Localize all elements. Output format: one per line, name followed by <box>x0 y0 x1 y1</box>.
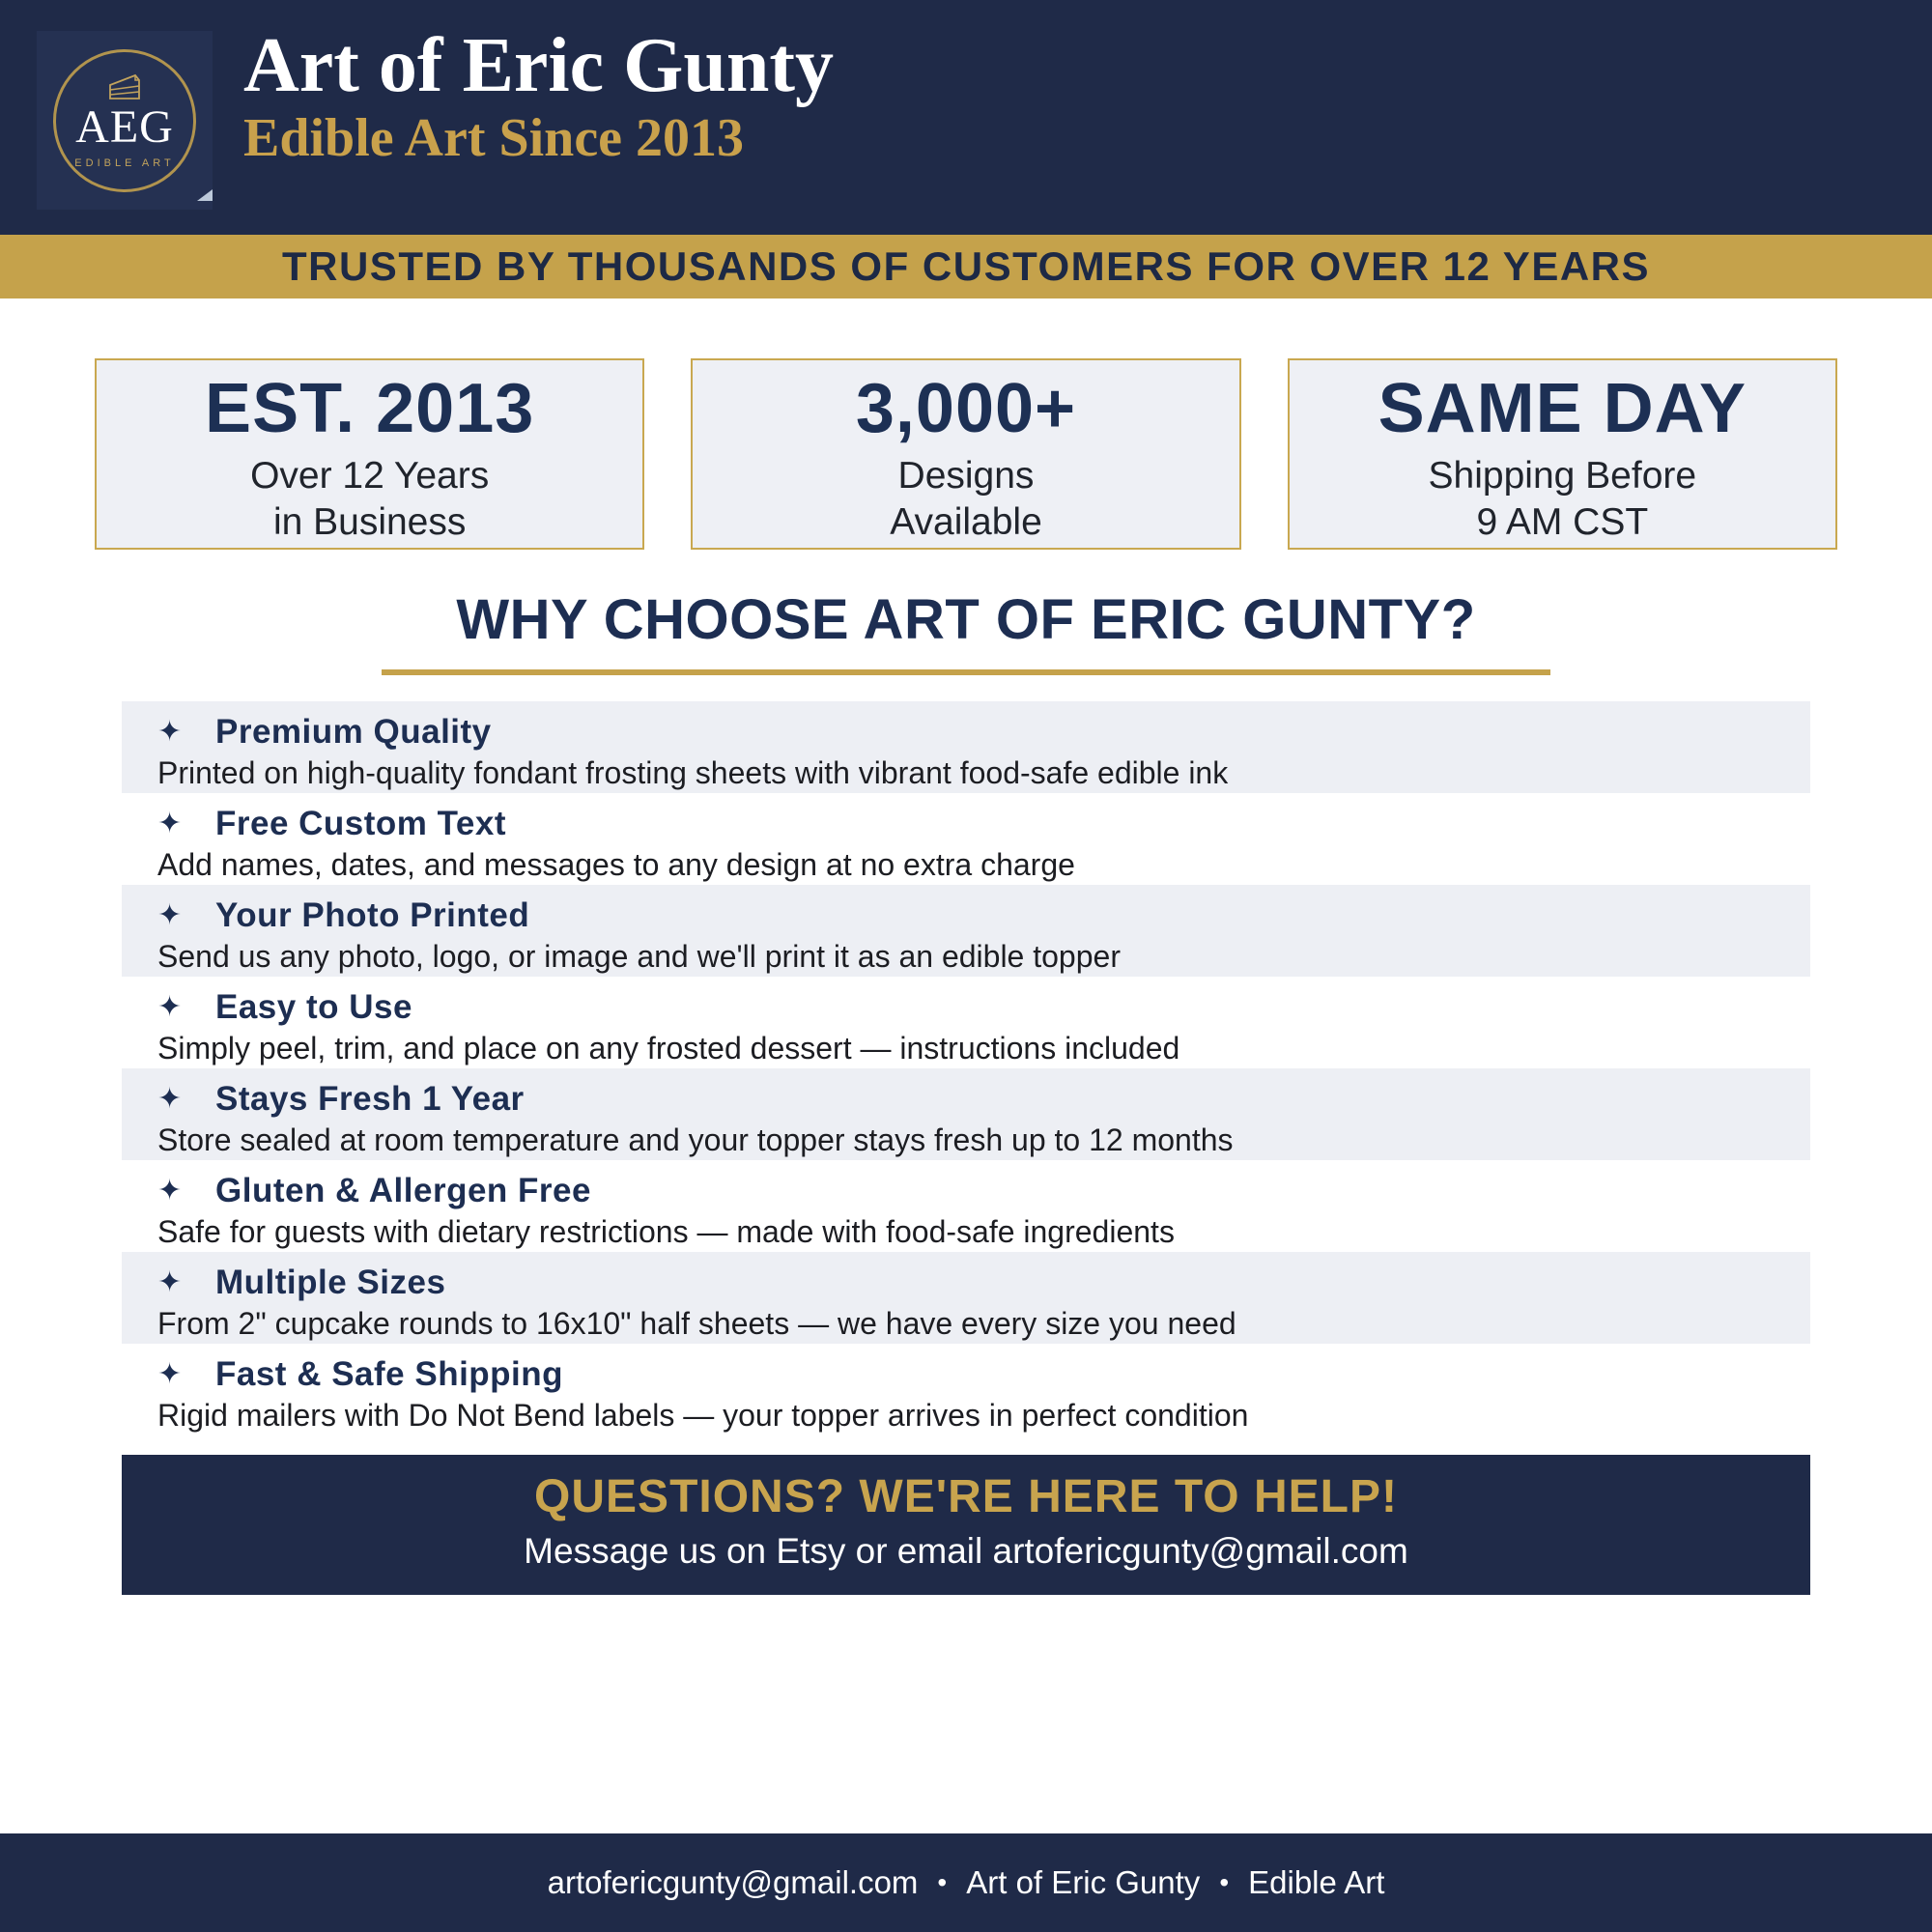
feature-list <box>0 701 1932 1435</box>
sparkle-icon: ✦ <box>157 1083 183 1115</box>
stat-value: 3,000+ <box>855 370 1077 447</box>
feature-description: From 2" cupcake rounds to 16x10" half sheets — we have every size you need <box>157 1306 1236 1341</box>
sparkle-icon: ✦ <box>157 1358 183 1390</box>
section-heading: WHY CHOOSE ART OF ERIC GUNTY? <box>456 588 1476 651</box>
feature-title: Fast & Safe Shipping <box>215 1355 564 1393</box>
footer-tagline: Edible Art <box>1248 1864 1385 1900</box>
stat-card-shipping <box>1288 358 1837 550</box>
feature-description: Store sealed at room temperature and your topper stays fresh up to 12 months <box>157 1122 1234 1157</box>
feature-description: Simply peel, trim, and place on any frosted dessert — instructions included <box>157 1031 1180 1065</box>
header-text <box>243 25 834 167</box>
stat-desc <box>693 453 1238 545</box>
page-title: Art of Eric Gunty <box>243 23 835 108</box>
stat-card-designs <box>691 358 1240 550</box>
feature-title: Free Custom Text <box>215 805 507 842</box>
feature-title: Gluten & Allergen Free <box>215 1172 591 1209</box>
footer-separator: • <box>937 1867 948 1897</box>
sparkle-icon: ✦ <box>157 899 183 931</box>
stat-desc-line2: Available <box>890 500 1042 543</box>
feature-stays-fresh <box>122 1068 1810 1160</box>
feature-title: Multiple Sizes <box>215 1264 446 1301</box>
cta-heading: QUESTIONS? WE'RE HERE TO HELP! <box>534 1471 1398 1522</box>
sparkle-icon: ✦ <box>157 808 183 839</box>
logo <box>37 31 213 210</box>
feature-easy-to-use <box>122 977 1810 1068</box>
feature-gluten-free <box>122 1160 1810 1252</box>
questions-cta <box>122 1455 1810 1595</box>
logo-monogram: AEG <box>75 101 174 153</box>
feature-description: Printed on high-quality fondant frosting sheets with vibrant food-safe edible ink <box>157 755 1229 790</box>
sparkle-icon: ✦ <box>157 1175 183 1207</box>
feature-description: Send us any photo, logo, or image and we'll print it as an edible topper <box>157 939 1121 974</box>
stats-row <box>0 358 1932 550</box>
header <box>0 0 1932 235</box>
stat-desc-line1: Over 12 Years <box>250 455 490 497</box>
sparkle-icon: ✦ <box>157 991 183 1023</box>
stat-desc-line1: Shipping Before <box>1428 455 1697 497</box>
feature-multiple-sizes <box>122 1252 1810 1344</box>
sparkle-icon: ✦ <box>157 716 183 748</box>
stat-value: SAME DAY <box>1378 370 1747 447</box>
cake-slice-icon <box>105 71 144 102</box>
stat-value: EST. 2013 <box>205 370 535 447</box>
logo-circle <box>53 49 196 192</box>
feature-description: Rigid mailers with Do Not Bend labels — your topper arrives in perfect condition <box>157 1398 1249 1433</box>
feature-description: Safe for guests with dietary restrictions — made with food-safe ingredients <box>157 1214 1175 1249</box>
stat-desc-line2: in Business <box>272 500 467 543</box>
stat-desc <box>97 453 642 545</box>
stat-desc-line2: 9 AM CST <box>1476 500 1649 543</box>
feature-your-photo-printed <box>122 885 1810 977</box>
stat-card-established <box>95 358 644 550</box>
footer-email: artofericgunty@gmail.com <box>547 1864 919 1900</box>
footer-bar <box>0 1833 1932 1932</box>
trust-banner <box>0 235 1932 298</box>
cta-contact-line: Message us on Etsy or email artofericgunty@gmail.com <box>524 1530 1408 1571</box>
stat-desc-line1: Designs <box>897 455 1035 497</box>
feature-description: Add names, dates, and messages to any design at no extra charge <box>157 847 1075 882</box>
footer-separator: • <box>1219 1867 1230 1897</box>
sparkle-icon: ✦ <box>157 1266 183 1298</box>
footer-brand: Art of Eric Gunty <box>966 1864 1201 1900</box>
feature-title: Easy to Use <box>215 988 412 1026</box>
feature-free-custom-text <box>122 793 1810 885</box>
stat-desc <box>1290 453 1835 545</box>
feature-title: Premium Quality <box>215 713 492 751</box>
trust-banner-text: TRUSTED BY THOUSANDS OF CUSTOMERS FOR OVER 12 YEARS <box>281 243 1651 289</box>
heading-underline <box>382 669 1550 675</box>
feature-title: Your Photo Printed <box>215 896 530 934</box>
feature-fast-shipping <box>122 1344 1810 1435</box>
feature-title: Stays Fresh 1 Year <box>215 1080 525 1118</box>
page-subtitle: Edible Art Since 2013 <box>243 108 745 168</box>
feature-premium-quality <box>122 701 1810 793</box>
logo-tagline: EDIBLE ART <box>74 157 175 169</box>
